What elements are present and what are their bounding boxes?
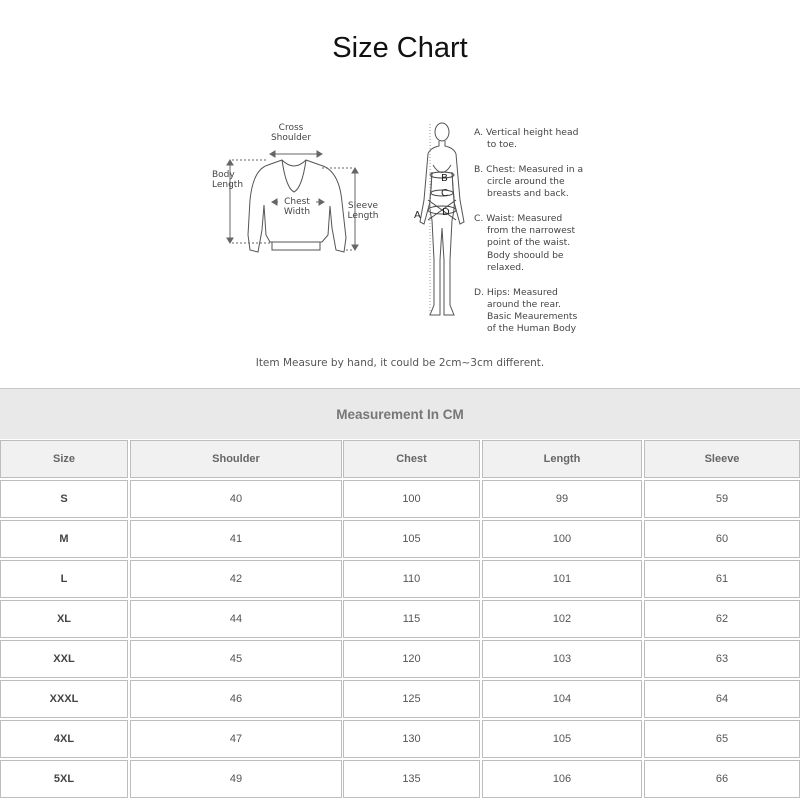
- letter-b-marker: B: [441, 173, 448, 184]
- table-cell-chest: 135: [343, 760, 480, 798]
- chest-width-label: Chest Width: [278, 197, 316, 217]
- letter-c-marker: C: [441, 188, 448, 199]
- body-length-label: Body Length: [212, 170, 244, 190]
- table-cell-sleeve: 61: [644, 560, 800, 598]
- table-cell-sleeve: 65: [644, 720, 800, 758]
- definition-b: B. Chest: Measured in a circle around the breasts and back.: [474, 163, 584, 200]
- table-cell-shoulder: 45: [130, 640, 342, 678]
- table-cell-chest: 100: [343, 480, 480, 518]
- header-cell-size: Size: [0, 440, 128, 478]
- header-cell-chest: Chest: [343, 440, 480, 478]
- cross-shoulder-label: Cross Shoulder: [270, 123, 312, 143]
- table-cell-size: 4XL: [0, 720, 128, 758]
- table-cell-size: M: [0, 520, 128, 558]
- header-cell-length: Length: [482, 440, 642, 478]
- table-cell-length: 104: [482, 680, 642, 718]
- measurement-diagram: [0, 110, 800, 380]
- header-cell-shoulder: Shoulder: [130, 440, 342, 478]
- table-cell-size: XL: [0, 600, 128, 638]
- table-cell-size: 5XL: [0, 760, 128, 798]
- measurement-note: Item Measure by hand, it could be 2cm~3cm different.: [255, 357, 545, 369]
- table-cell-length: 101: [482, 560, 642, 598]
- human-figure: [420, 123, 464, 315]
- definition-d: D. Hips: Measured around the rear. Basic Meaurements of the Human Body: [474, 286, 578, 335]
- table-cell-shoulder: 44: [130, 600, 342, 638]
- table-cell-length: 103: [482, 640, 642, 678]
- letter-a-marker: A: [414, 210, 421, 221]
- table-cell-length: 106: [482, 760, 642, 798]
- table-cell-chest: 120: [343, 640, 480, 678]
- garment-and-body-illustration: [0, 110, 800, 380]
- table-cell-chest: 130: [343, 720, 480, 758]
- table-cell-shoulder: 41: [130, 520, 342, 558]
- size-table: [0, 388, 800, 800]
- table-cell-size: S: [0, 480, 128, 518]
- table-cell-shoulder: 47: [130, 720, 342, 758]
- table-cell-size: XXXL: [0, 680, 128, 718]
- table-cell-chest: 125: [343, 680, 480, 718]
- sleeve-length-label: Sleeve Length: [347, 201, 379, 221]
- table-cell-sleeve: 59: [644, 480, 800, 518]
- table-cell-chest: 115: [343, 600, 480, 638]
- header-cell-sleeve: Sleeve: [644, 440, 800, 478]
- measurement-definitions: [474, 127, 604, 348]
- table-cell-chest: 105: [343, 520, 480, 558]
- table-cell-chest: 110: [343, 560, 480, 598]
- table-cell-shoulder: 40: [130, 480, 342, 518]
- table-cell-size: XXL: [0, 640, 128, 678]
- table-cell-length: 105: [482, 720, 642, 758]
- definition-a: A. Vertical height head to toe.: [474, 127, 579, 151]
- page-title: Size Chart: [332, 32, 468, 64]
- table-caption: Measurement In CM: [0, 388, 800, 439]
- table-cell-shoulder: 49: [130, 760, 342, 798]
- table-cell-sleeve: 64: [644, 680, 800, 718]
- letter-d-marker: D: [442, 207, 450, 218]
- table-cell-sleeve: 63: [644, 640, 800, 678]
- table-cell-shoulder: 46: [130, 680, 342, 718]
- table-cell-sleeve: 66: [644, 760, 800, 798]
- table-cell-length: 99: [482, 480, 642, 518]
- table-cell-size: L: [0, 560, 128, 598]
- table-cell-sleeve: 60: [644, 520, 800, 558]
- table-cell-length: 102: [482, 600, 642, 638]
- table-cell-length: 100: [482, 520, 642, 558]
- table-cell-shoulder: 42: [130, 560, 342, 598]
- table-cell-sleeve: 62: [644, 600, 800, 638]
- definition-c: C. Waist: Measured from the narrowest point of the waist. Body shoould be relaxed.: [474, 213, 576, 273]
